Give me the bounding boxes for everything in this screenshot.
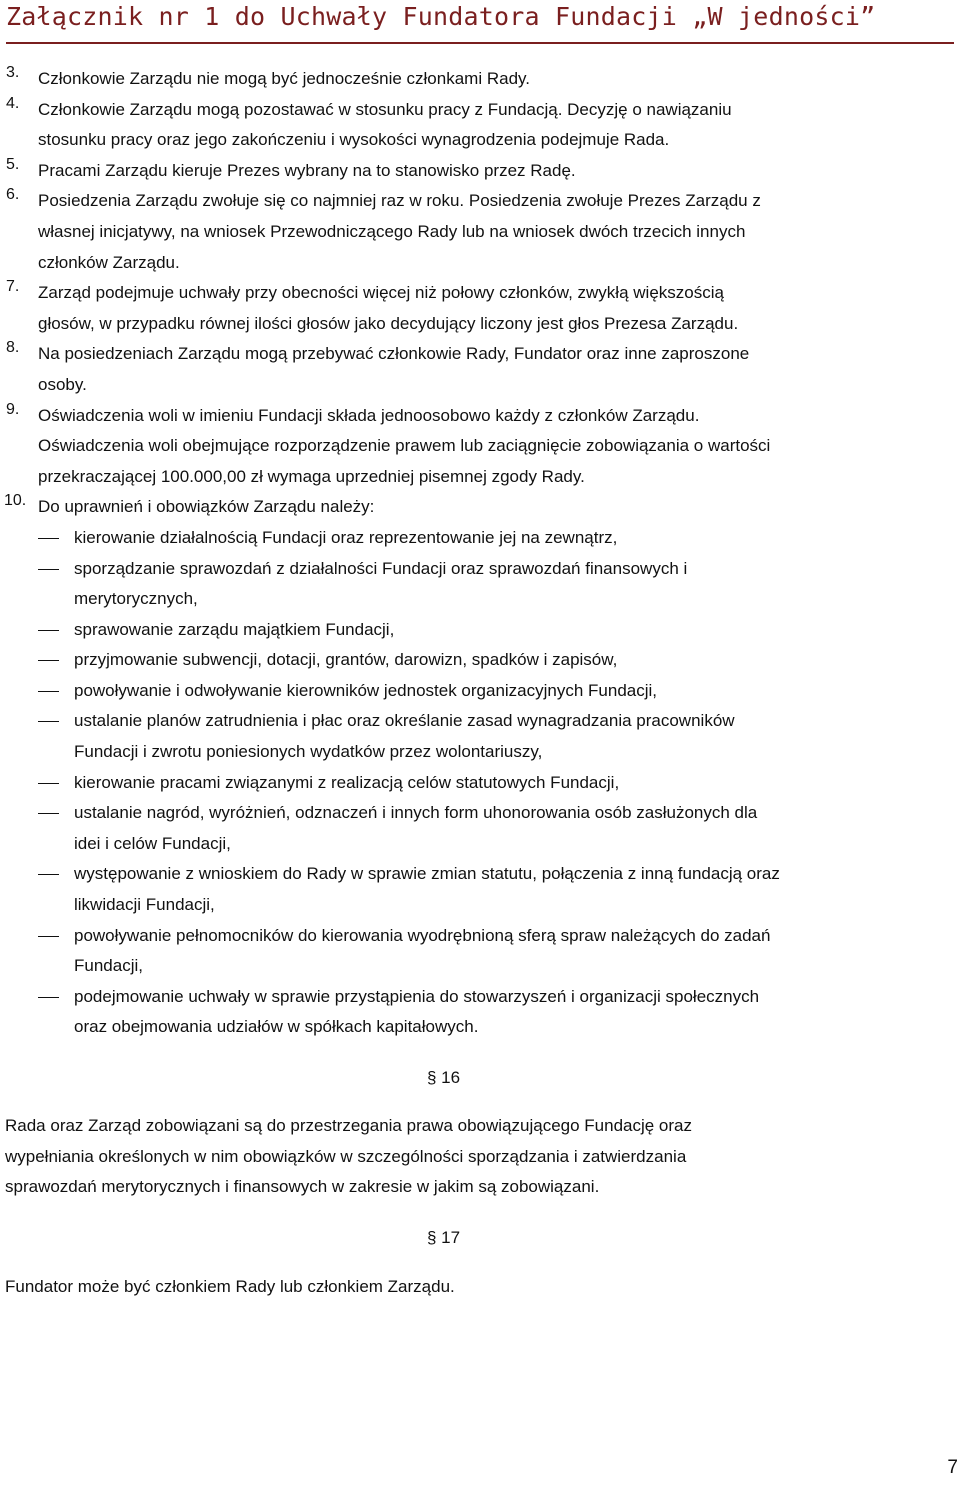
- dash-bullet-icon: [38, 538, 59, 539]
- list-item: [0, 401, 940, 493]
- duty-item: [0, 982, 940, 1043]
- paragraph-line: wypełniania określonych w nim obowiązków w szczególności sporządzania i zatwierdzania: [5, 1146, 687, 1166]
- paragraph-line: sprawozdań merytorycznych i finansowych w zakresie w jakim są zobowiązani.: [5, 1177, 600, 1197]
- spacer: [0, 1093, 940, 1111]
- item-number: 4.: [6, 94, 20, 112]
- duty-text: podejmowanie uchwały w sprawie przystąpienia do stowarzyszeń i organizacji społecznych: [74, 986, 760, 1006]
- item-text: Pracami Zarządu kieruje Prezes wybrany na to stanowisko przez Radę.: [38, 160, 576, 180]
- duty-item: [0, 523, 940, 554]
- item-text: Członkowie Zarządu nie mogą być jednocześnie członkami Rady.: [38, 69, 530, 88]
- duty-text: powoływanie i odwoływanie kierowników jednostek organizacyjnych Fundacji,: [74, 680, 658, 700]
- item-text: członków Zarządu.: [38, 252, 180, 272]
- duty-text: Fundacji,: [74, 956, 143, 976]
- document-title: Załącznik nr 1 do Uchwały Fundatora Fundacji „W jedności”: [6, 2, 876, 31]
- duty-text: likwidacji Fundacji,: [74, 895, 215, 915]
- item-number: 7.: [6, 278, 20, 296]
- duties-list: [0, 523, 940, 1043]
- duty-text: merytorycznych,: [74, 589, 198, 609]
- dash-bullet-icon: [38, 936, 59, 937]
- item-text: Członkowie Zarządu mogą pozostawać w stosunku pracy z Fundacją. Decyzję o nawiązaniu: [38, 99, 732, 119]
- section-16-paragraph: [0, 1111, 940, 1203]
- dash-bullet-icon: [38, 691, 59, 692]
- duty-text: występowanie z wnioskiem do Rady w sprawie zmian statutu, połączenia z inną fundacją oraz: [74, 864, 780, 884]
- item-text: głosów, w przypadku równej ilości głosów jako decydujący liczony jest głos Prezesa Zarządu.: [38, 313, 739, 333]
- dash-bullet-icon: [38, 783, 59, 784]
- dash-bullet-icon: [38, 874, 59, 875]
- section-heading-16: § 16: [427, 1068, 461, 1087]
- item-text: Oświadczenia woli w imieniu Fundacji składa jednoosobowo każdy z członków Zarządu.: [38, 405, 700, 425]
- duty-text: ustalanie planów zatrudnienia i płac oraz określanie zasad wynagradzania pracowników: [74, 711, 735, 731]
- list-item: [0, 64, 940, 95]
- duty-item: [0, 798, 940, 859]
- duty-item: [0, 676, 940, 707]
- item-text: Na posiedzeniach Zarządu mogą przebywać członkowie Rady, Fundator oraz inne zaproszone: [38, 344, 750, 364]
- paragraph-line: Fundator może być członkiem Rady lub członkiem Zarządu.: [5, 1276, 455, 1296]
- duty-item: [0, 706, 940, 767]
- item-number: 5.: [6, 155, 20, 173]
- duty-text: Fundacji i zwrotu poniesionych wydatków przez wolontariuszy,: [74, 742, 543, 762]
- dash-bullet-icon: [38, 569, 59, 570]
- item-number: 8.: [6, 339, 20, 357]
- page-header: [6, 0, 954, 48]
- duty-text: kierowanie pracami związanymi z realizacją celów statutowych Fundacji,: [74, 772, 620, 792]
- item-text: stosunku pracy oraz jego zakończeniu i wysokości wynagrodzenia podejmuje Rada.: [38, 130, 670, 150]
- duty-text: kierowanie działalnością Fundacji oraz reprezentowanie jej na zewnątrz,: [74, 527, 618, 547]
- item-number: 3.: [6, 64, 20, 81]
- list-item: [0, 339, 940, 400]
- page-number: 7: [947, 1457, 958, 1478]
- spacer: [0, 1203, 940, 1223]
- duty-text: oraz obejmowania udziałów w spółkach kapitałowych.: [74, 1017, 479, 1037]
- paragraph-line: Rada oraz Zarząd zobowiązani są do przestrzegania prawa obowiązującego Fundację oraz: [5, 1116, 693, 1135]
- dash-bullet-icon: [38, 813, 59, 814]
- duty-text: sprawowanie zarządu majątkiem Fundacji,: [74, 619, 395, 639]
- list-item: [0, 95, 940, 156]
- item-text: Oświadczenia woli obejmujące rozporządzenie prawem lub zaciągnięcie zobowiązania o wartości: [38, 436, 771, 456]
- duty-item: [0, 768, 940, 799]
- list-item: [0, 156, 940, 187]
- dash-bullet-icon: [38, 721, 59, 722]
- duty-item: [0, 554, 940, 615]
- duty-text: powoływanie pełnomocników do kierowania wyodrębnioną sferą spraw należących do zadań: [74, 925, 771, 945]
- item-text: Zarząd podejmuje uchwały przy obecności więcej niż połowy członków, zwykłą większością: [38, 283, 724, 303]
- dash-bullet-icon: [38, 630, 59, 631]
- item-text: osoby.: [38, 374, 87, 394]
- item-text: przekraczającej 100.000,00 zł wymaga uprzedniej pisemnej zgody Rady.: [38, 466, 585, 486]
- spacer: [0, 1043, 940, 1063]
- item-number: 10.: [4, 492, 27, 510]
- duty-text: idei i celów Fundacji,: [74, 833, 231, 853]
- dash-bullet-icon: [38, 997, 59, 998]
- duty-text: przyjmowanie subwencji, dotacji, grantów, darowizn, spadków i zapisów,: [74, 650, 618, 670]
- duty-item: [0, 615, 940, 646]
- duty-item: [0, 859, 940, 920]
- list-item: [0, 278, 940, 339]
- item-number: 9.: [6, 400, 20, 418]
- numbered-list: [0, 64, 940, 523]
- item-text: własnej inicjatywy, na wniosek Przewodniczącego Rady lub na wniosek dwóch trzecich innych: [38, 221, 746, 241]
- duty-text: sporządzanie sprawozdań z działalności Fundacji oraz sprawozdań finansowych i: [74, 558, 688, 578]
- header-divider: [6, 42, 954, 44]
- list-item: [0, 492, 940, 523]
- list-item: [0, 186, 940, 278]
- dash-bullet-icon: [38, 660, 59, 661]
- item-text: Posiedzenia Zarządu zwołuje się co najmniej raz w roku. Posiedzenia zwołuje Prezes Zarządu z: [38, 191, 761, 211]
- item-number: 6.: [6, 186, 20, 204]
- section-heading-17: § 17: [427, 1227, 461, 1247]
- section-17-paragraph: [0, 1272, 940, 1303]
- spacer: [0, 1253, 940, 1272]
- document-body: [0, 64, 940, 1302]
- duty-item: [0, 645, 940, 676]
- item-text: Do uprawnień i obowiązków Zarządu należy:: [38, 497, 375, 517]
- duty-text: ustalanie nagród, wyróżnień, odznaczeń i innych form uhonorowania osób zasłużonych dla: [74, 803, 758, 823]
- duty-item: [0, 921, 940, 982]
